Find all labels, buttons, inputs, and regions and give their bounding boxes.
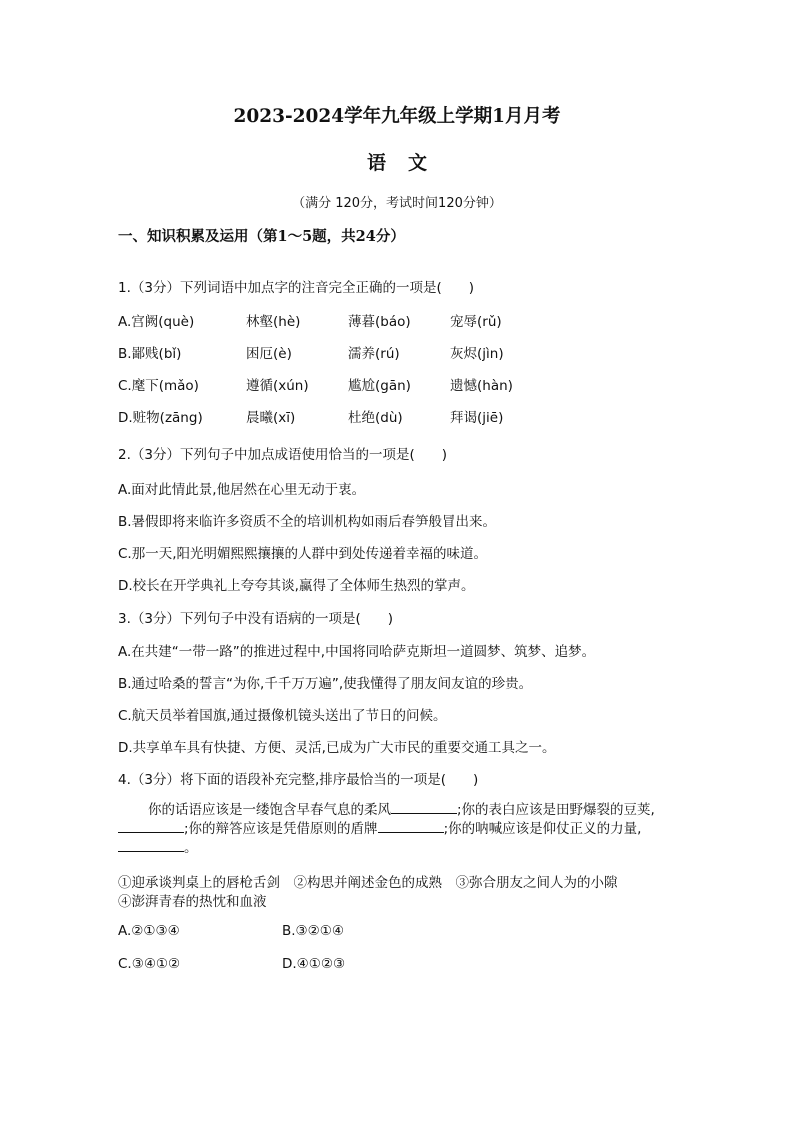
q1-row-c-col4: 遗憾(hàn) bbox=[450, 378, 513, 394]
q1-row-d-col3: 杜绝(dù) bbox=[348, 410, 403, 426]
q4-items-line2: ④澎湃青春的热忱和血液 bbox=[118, 894, 267, 910]
exam-title: 2023-2024学年九年级上学期1月月考 bbox=[233, 106, 561, 127]
q1-row-d-col1: D.赃物(zāng) bbox=[118, 410, 203, 426]
blank-3 bbox=[378, 820, 444, 833]
exam-note: （满分 120分，考试时间120分钟） bbox=[292, 196, 502, 211]
q3-option-d: D.共享单车具有快捷、方便、灵活,已成为广大市民的重要交通工具之一。 bbox=[118, 740, 556, 756]
q1-row-a-col1: A.宫阙(què) bbox=[118, 314, 195, 330]
passage-segment: ;你的表白应该是田野爆裂的豆荚, bbox=[457, 802, 655, 818]
passage-segment: ;你的呐喊应该是仰仗正义的力量, bbox=[443, 821, 642, 837]
q1-row-d-col2: 晨曦(xī) bbox=[246, 410, 296, 426]
q2-option-c: C.那一天,阳光明媚熙熙攘攘的人群中到处传递着幸福的味道。 bbox=[118, 546, 488, 562]
q1-row-b-col3: 濡养(rú) bbox=[348, 346, 400, 362]
subject-title: 语文 bbox=[366, 152, 449, 174]
q1-row-b-col2: 困厄(è) bbox=[246, 346, 292, 362]
blank-1 bbox=[391, 801, 457, 814]
q2-option-b: B.暑假即将来临许多资质不全的培训机构如雨后春笋般冒出来。 bbox=[118, 514, 497, 530]
q1-row-d-col4: 拜谒(jiē) bbox=[450, 410, 504, 426]
q1-row-c-col2: 遵循(xún) bbox=[246, 378, 309, 394]
q1-stem: 1.（3分）下列词语中加点字的注音完全正确的一项是( ) bbox=[118, 280, 475, 296]
q2-stem: 2.（3分）下列句子中加点成语使用恰当的一项是( ) bbox=[118, 447, 448, 463]
blank-4 bbox=[118, 839, 184, 852]
q4-option-b: B.③②①④ bbox=[282, 923, 344, 939]
q1-row-a-col2: 林壑(hè) bbox=[246, 314, 301, 330]
blank-2 bbox=[118, 820, 184, 833]
q1-row-b-col1: B.鄙贱(bǐ) bbox=[118, 346, 182, 362]
q4-option-d: D.④①②③ bbox=[282, 956, 346, 972]
passage-segment: 。 bbox=[184, 840, 198, 856]
passage-segment: 你的话语应该是一缕饱含早春气息的柔风 bbox=[148, 802, 391, 818]
q4-option-a: A.②①③④ bbox=[118, 923, 180, 939]
q1-row-c-col3: 尴尬(gān) bbox=[348, 378, 411, 394]
q1-row-a-col4: 宠辱(rǔ) bbox=[450, 314, 502, 330]
q3-stem: 3.（3分）下列句子中没有语病的一项是( ) bbox=[118, 611, 394, 627]
q4-passage bbox=[118, 801, 676, 858]
q2-option-d: D.校长在开学典礼上夸夸其谈,赢得了全体师生热烈的掌声。 bbox=[118, 578, 475, 594]
q1-row-c-col1: C.麾下(mǎo) bbox=[118, 378, 199, 394]
q3-option-c: C.航天员举着国旗,通过摄像机镜头送出了节日的问候。 bbox=[118, 708, 447, 724]
section-heading: 一、知识积累及运用（第1～5题，共24分） bbox=[118, 228, 405, 245]
q3-option-a: A.在共建“一带一路”的推进过程中,中国将同哈萨克斯坦一道圆梦、筑梦、追梦。 bbox=[118, 644, 596, 660]
q4-option-c: C.③④①② bbox=[118, 956, 181, 972]
q1-row-a-col3: 薄暮(báo) bbox=[348, 314, 411, 330]
q3-option-b: B.通过哈桑的誓言“为你,千千万万遍”,使我懂得了朋友间友谊的珍贵。 bbox=[118, 676, 533, 692]
q4-stem: 4.（3分）将下面的语段补充完整,排序最恰当的一项是( ) bbox=[118, 772, 479, 788]
q2-option-a: A.面对此情此景,他居然在心里无动于衷。 bbox=[118, 482, 366, 498]
passage-segment: ;你的辩答应该是凭借原则的盾牌 bbox=[184, 821, 378, 837]
q4-items-line1: ①迎承谈判桌上的唇枪舌剑 ②构思并阐述金色的成熟 ③弥合朋友之间人为的小隙 bbox=[118, 875, 618, 891]
q1-row-b-col4: 灰烬(jìn) bbox=[450, 346, 504, 362]
